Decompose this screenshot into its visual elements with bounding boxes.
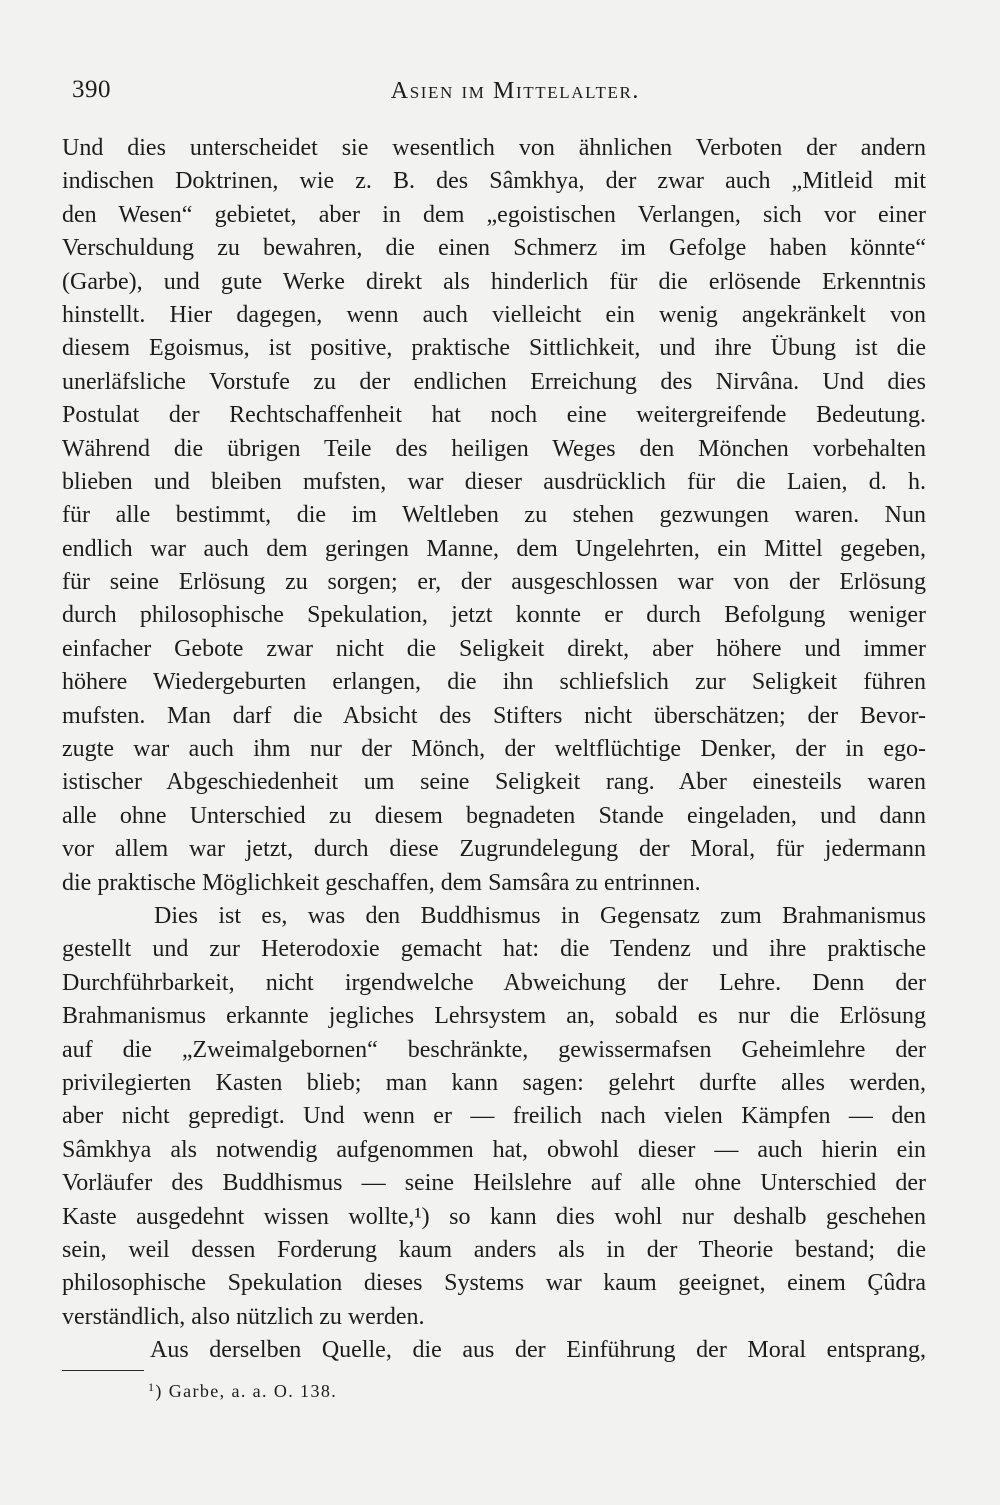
text-line: indischen Doktrinen, wie z. B. des Sâmkhya, der zwar auch „Mitleid mit [62,168,926,195]
text-line: gestellt und zur Heterodoxie gemacht hat: die Tendenz und ihre praktische [62,936,926,963]
text-line: Postulat der Rechtschaffenheit hat noch eine weitergreifende Bedeutung. [62,402,926,429]
text-line: alle ohne Unterschied zu diesem begnadeten Stande eingeladen, und dann [62,802,926,829]
text-line: aber nicht gepredigt. Und wenn er — freilich nach vielen Kämpfen — den [62,1103,926,1130]
text-line: (Garbe), und gute Werke direkt als hinderlich für die erlösende Erkenntnis [62,268,926,295]
text-line: für seine Erlösung zu sorgen; er, der ausgeschlossen war von der Erlösung [62,569,926,596]
text-line: Durchführbarkeit, nicht irgendwelche Abweichung der Lehre. Denn der [62,969,926,996]
footnote-text: ) Garbe, a. a. O. 138. [155,1381,338,1401]
body-text [62,132,926,1367]
text-line: blieben und bleiben mufsten, war dieser ausdrücklich für die Laien, d. h. [62,468,926,495]
text-line: für alle bestimmt, die im Weltleben zu stehen gezwungen waren. Nun [62,502,926,529]
text-line: Brahmanismus erkannte jegliches Lehrsystem an, sobald es nur die Erlösung [62,1003,926,1030]
text-line: unerläfsliche Vorstufe zu der endlichen Erreichung des Nirvâna. Und dies [62,368,926,395]
text-line: istischer Abgeschiedenheit um seine Seligkeit rang. Aber einesteils waren [62,769,926,796]
text-line: Sâmkhya als notwendig aufgenommen hat, obwohl dieser — auch hierin ein [62,1136,926,1163]
text-line: höhere Wiedergeburten erlangen, die ihn schliefslich zur Seligkeit führen [62,669,926,696]
text-line: Dies ist es, was den Buddhismus in Gegensatz zum Brahmanismus [154,902,926,929]
text-line: einfacher Gebote zwar nicht die Seligkeit direkt, aber höhere und immer [62,635,926,662]
text-line: Aus derselben Quelle, die aus der Einführung der Moral entsprang, [150,1337,926,1364]
text-line: Während die übrigen Teile des heiligen Weges den Mönchen vorbehalten [62,435,926,462]
text-line: die praktische Möglichkeit geschaffen, dem Samsâra zu entrinnen. [62,869,701,896]
text-line: mufsten. Man darf die Absicht des Stifters nicht überschätzen; der Bevor- [62,702,926,729]
text-line: Und dies unterscheidet sie wesentlich von ähnlichen Verboten der andern [62,135,926,161]
text-line: philosophische Spekulation dieses Systems war kaum geeignet, einem Çûdra [62,1270,926,1297]
page-number: 390 [72,76,111,103]
text-line: hinstellt. Hier dagegen, wenn auch vielleicht ein wenig angekränkelt von [62,301,926,328]
text-line: Kaste ausgedehnt wissen wollte,¹) so kann dies wohl nur deshalb geschehen [62,1203,926,1230]
text-line: privilegierten Kasten blieb; man kann sagen: gelehrt durfte alles werden, [62,1069,926,1096]
page-header [72,76,640,116]
footnote-marker: 1 [148,1380,156,1394]
text-line: diesem Egoismus, ist positive, praktische Sittlichkeit, und ihre Übung ist die [62,335,926,362]
text-line: sein, weil dessen Forderung kaum anders als in der Theorie bestand; die [62,1236,926,1263]
paragraph-1 [62,132,926,900]
text-line: endlich war auch dem geringen Manne, dem Ungelehrten, ein Mittel gegeben, [62,535,926,562]
text-line: auf die „Zweimalgebornen“ beschränkte, gewissermafsen Geheimlehre der [62,1036,926,1063]
text-line: Verschuldung zu bewahren, die einen Schmerz im Gefolge haben könnte“ [62,235,926,262]
text-line: verständlich, also nützlich zu werden. [62,1303,425,1330]
text-line: durch philosophische Spekulation, jetzt konnte er durch Befolgung weniger [62,602,926,629]
text-line: vor allem war jetzt, durch diese Zugrundelegung der Moral, für jedermann [62,836,926,863]
paragraph-3 [62,1334,926,1367]
paragraph-2 [62,900,926,1334]
text-line: Vorläufer des Buddhismus — seine Heilslehre auf alle ohne Unterschied der [62,1170,926,1197]
footnote-divider [62,1370,144,1371]
footnote [148,1380,337,1402]
text-line: zugte war auch ihm nur der Mönch, der weltflüchtige Denker, der in ego- [62,736,926,763]
text-line: den Wesen“ gebietet, aber in dem „egoistischen Verlangen, sich vor einer [62,201,926,228]
running-head: Asien im Mittelalter. [390,78,640,104]
